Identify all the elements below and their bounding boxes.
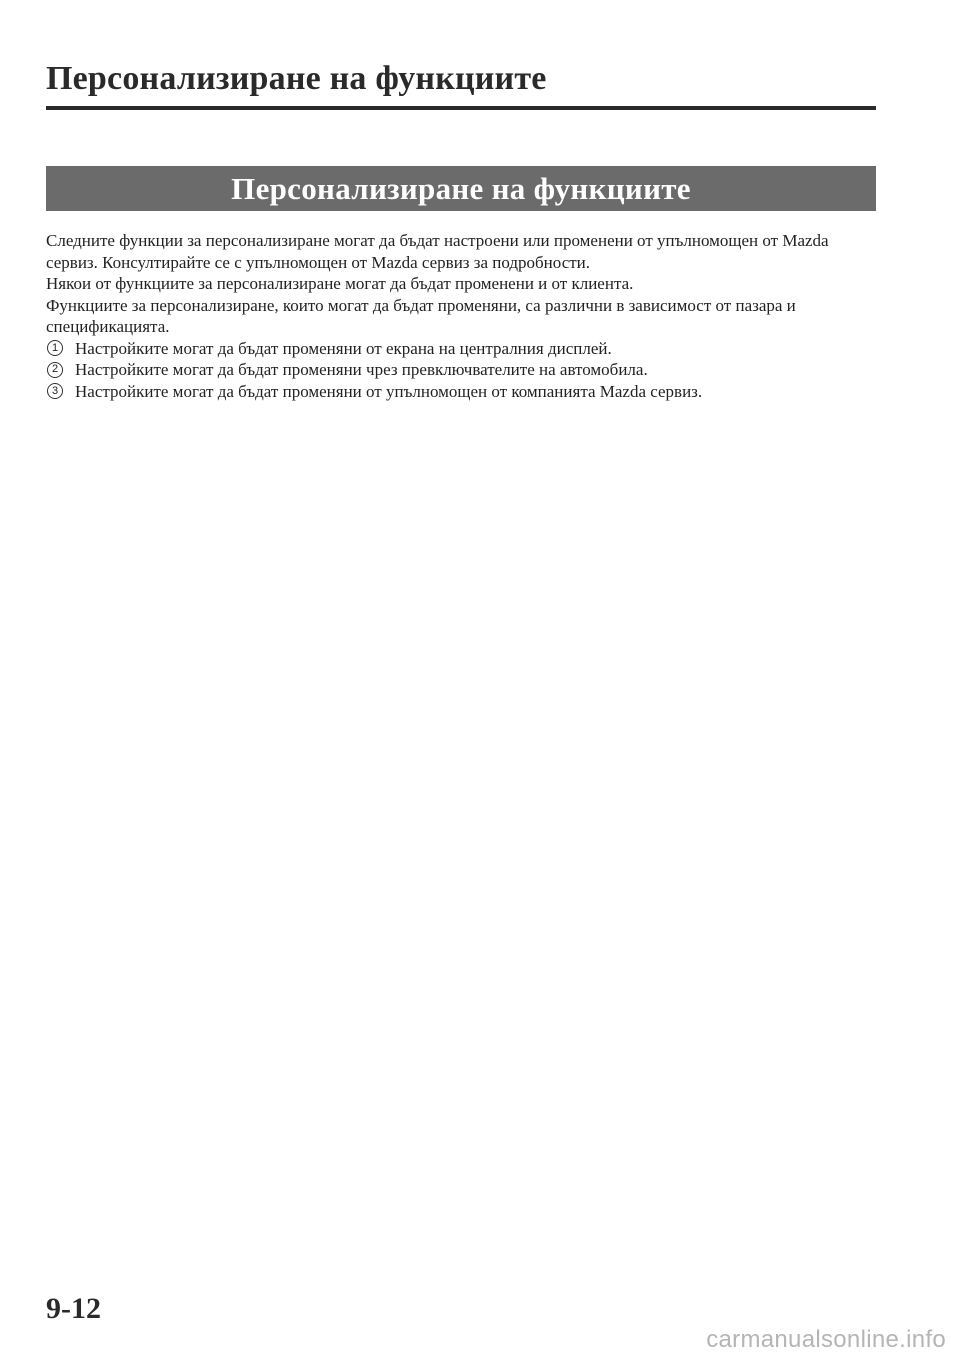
numbered-list xyxy=(46,338,876,403)
list-item-text: Настройките могат да бъдат променяни от екрана на централния дисплей. xyxy=(75,338,612,358)
circled-number-icon: 3 xyxy=(47,383,63,399)
circled-number-icon: 2 xyxy=(47,362,63,378)
circled-number-icon: 1 xyxy=(47,340,63,356)
list-item-text: Настройките могат да бъдат променяни чрез превключвателите на автомобила. xyxy=(75,360,648,379)
list-item xyxy=(46,359,876,381)
section-banner xyxy=(46,166,876,211)
list-item xyxy=(46,338,876,360)
paragraph: Следните функции за персонализиране могат да бъдат настроени или променени от упълномощен от Mazda сервиз. Консултирайте се с упълномощен от Mazda сервиз за подробности. xyxy=(46,231,829,272)
chapter-title: Персонализиране на функциите xyxy=(46,60,547,97)
list-item-text: Настройките могат да бъдат променяни от упълномощен от компанията Mazda сервиз. xyxy=(75,381,703,401)
list-item xyxy=(46,381,876,403)
paragraph: Някои от функциите за персонализиране могат да бъдат променени и от клиента. xyxy=(46,274,634,293)
watermark: carmanualsonline.info xyxy=(706,1326,946,1353)
page-number: 9-12 xyxy=(46,1292,101,1325)
paragraph: Функциите за персонализиране, които могат да бъдат променяни, са различни в зависимост от пазара и спецификацията. xyxy=(46,295,796,336)
chapter-title-underline xyxy=(46,106,876,110)
section-title: Персонализиране на функциите xyxy=(231,170,691,206)
body-content xyxy=(46,230,876,402)
